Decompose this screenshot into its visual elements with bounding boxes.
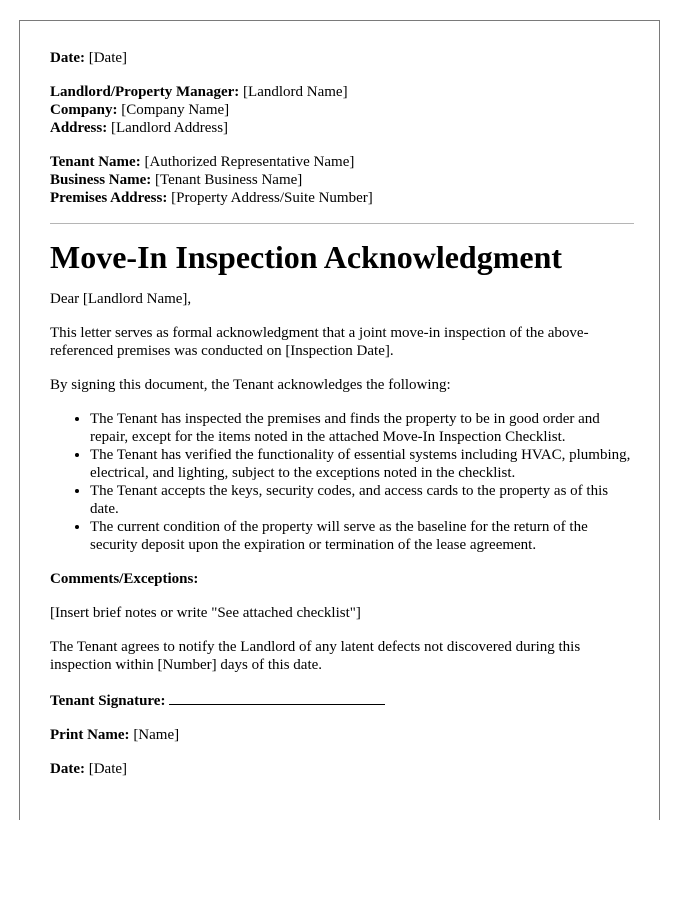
- signature-date-line: [50, 760, 634, 778]
- date-value: [Date]: [88, 50, 128, 66]
- signature-field[interactable]: [169, 690, 385, 705]
- signature-date-value: [Date]: [88, 761, 128, 777]
- print-name-label: Print Name:: [50, 727, 130, 743]
- list-item: • The Tenant has verified the functionality of essential systems including HVAC, plumbing, electrical, and lighting, subject to the exceptions noted in the checklist.: [90, 446, 634, 482]
- landlord-label: Landlord/Property Manager:: [50, 84, 240, 100]
- print-name-line: [50, 726, 634, 744]
- landlord-block: [50, 83, 634, 137]
- landlord-value: [Landlord Name]: [243, 84, 348, 100]
- header-divider: [50, 223, 634, 224]
- business-label: Business Name:: [50, 172, 152, 188]
- company-value: [Company Name]: [121, 102, 230, 118]
- page-title: Move-In Inspection Acknowledgment: [50, 239, 563, 275]
- intro-paragraph: This letter serves as formal acknowledgment that a joint move-in inspection of the above-referenced premises was conducted on [Inspection Date].: [50, 325, 589, 359]
- print-name-value: [Name]: [133, 727, 180, 743]
- list-item: • The current condition of the property will serve as the baseline for the return of the security deposit upon the expiration or termination of the lease agreement.: [90, 518, 634, 554]
- signature-date-label: Date:: [50, 761, 85, 777]
- tenant-line: [50, 153, 634, 171]
- date-label: Date:: [50, 50, 85, 66]
- address-line: [50, 119, 634, 137]
- comments-value: [Insert brief notes or write "See attached checklist"]: [50, 605, 361, 621]
- company-label: Company:: [50, 102, 118, 118]
- business-line: [50, 171, 634, 189]
- comments-label: Comments/Exceptions:: [50, 571, 199, 587]
- signature-label: Tenant Signature:: [50, 693, 166, 709]
- landlord-line: [50, 83, 634, 101]
- address-label: Address:: [50, 120, 108, 136]
- notify-paragraph: The Tenant agrees to notify the Landlord of any latent defects not discovered during this inspection within [Number] days of this date.: [50, 639, 581, 673]
- tenant-block: [50, 153, 634, 207]
- premises-value: [Property Address/Suite Number]: [171, 190, 373, 206]
- comments-heading: [50, 570, 634, 588]
- acknowledgment-list: [50, 410, 634, 554]
- company-line: [50, 101, 634, 119]
- premises-line: [50, 189, 634, 207]
- date-line: [50, 49, 634, 67]
- acknowledge-intro: By signing this document, the Tenant acknowledges the following:: [50, 377, 451, 393]
- tenant-label: Tenant Name:: [50, 154, 141, 170]
- list-item: • The Tenant accepts the keys, security codes, and access cards to the property as of this date.: [90, 482, 634, 518]
- salutation: Dear [Landlord Name],: [50, 291, 192, 307]
- letter-page: [19, 20, 660, 820]
- business-value: [Tenant Business Name]: [155, 172, 303, 188]
- signature-line: [50, 690, 634, 710]
- letter-content: [50, 49, 634, 794]
- tenant-value: [Authorized Representative Name]: [144, 154, 355, 170]
- date-block: [50, 49, 634, 67]
- address-value: [Landlord Address]: [110, 120, 229, 136]
- premises-label: Premises Address:: [50, 190, 168, 206]
- list-item: • The Tenant has inspected the premises and finds the property to be in good order and repair, except for the items noted in the attached Move-In Inspection Checklist.: [90, 410, 634, 446]
